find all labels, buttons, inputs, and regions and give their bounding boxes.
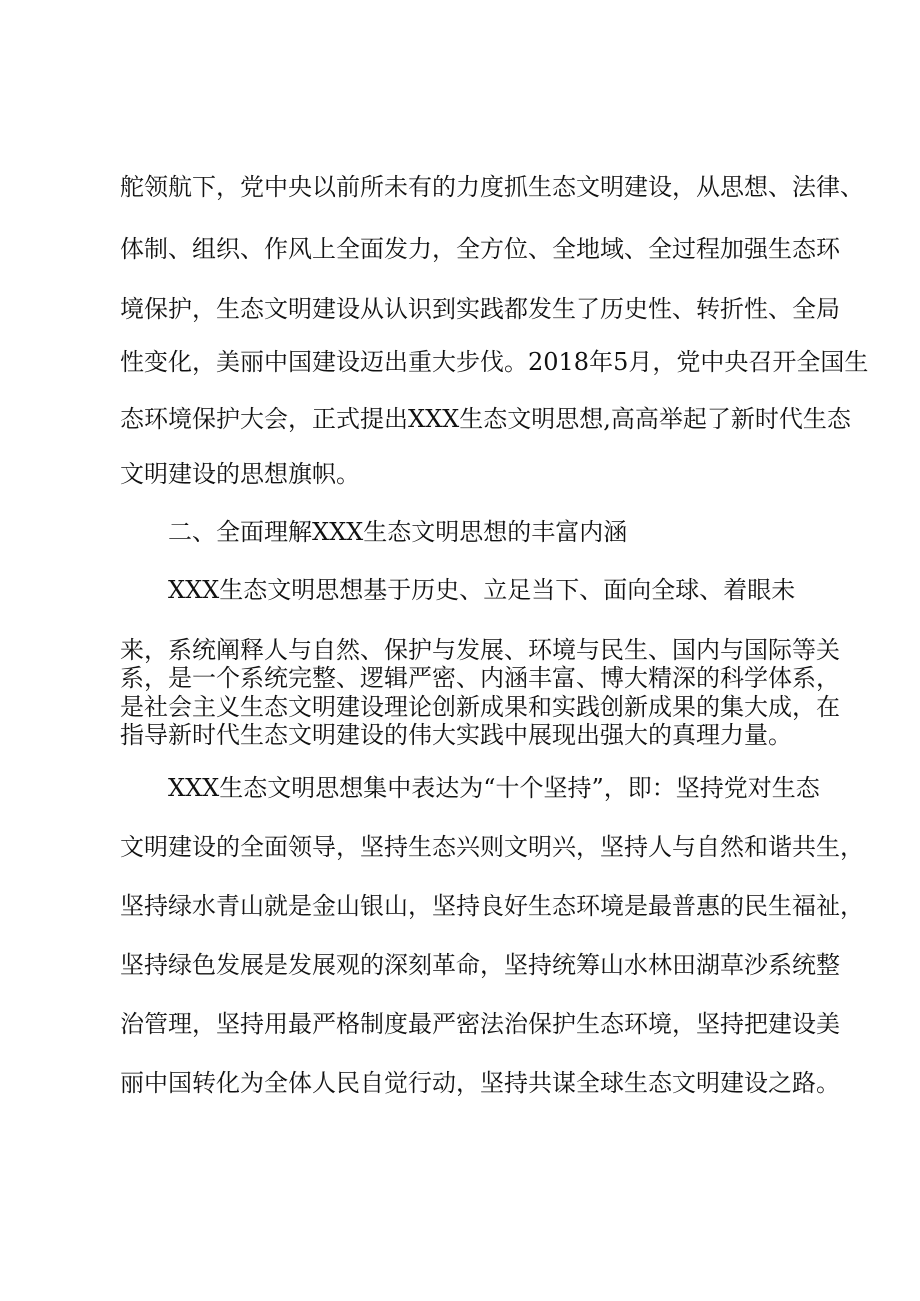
paragraph-2-line-2: 来，系统阐释人与自然、保护与发展、环境与民生、国内与国际等关 <box>120 636 840 664</box>
paragraph-3-line-3: 坚持绿水青山就是金山银山，坚持良好生态环境是最普惠的民生福祉， <box>120 892 864 920</box>
paragraph-2-line-3: 系，是一个系统完整、逻辑严密、内涵丰富、博大精深的科学体系， <box>120 664 840 692</box>
paragraph-2-line-4: 是社会主义生态文明建设理论创新成果和实践创新成果的集大成，在 <box>120 693 840 721</box>
paragraph-3-line-1: XXX生态文明思想集中表达为“十个坚持”，即：坚持党对生态 <box>168 774 820 802</box>
paragraph-2-line-5: 指导新时代生态文明建设的伟大实践中展现出强大的真理力量。 <box>120 721 792 749</box>
paragraph-3-line-4: 坚持绿色发展是发展观的深刻革命，坚持统筹山水林田湖草沙系统整 <box>120 951 840 979</box>
paragraph-3-line-5: 治管理，坚持用最严格制度最严密法治保护生态环境，坚持把建设美 <box>120 1010 840 1038</box>
paragraph-1-line-1: 舵领航下，党中央以前所未有的力度抓生态文明建设，从思想、法律、 <box>120 173 864 201</box>
paragraph-1-line-5: 态环境保护大会，正式提出XXX生态文明思想,高高举起了新时代生态 <box>120 405 851 433</box>
paragraph-1-line-4: 性变化，美丽中国建设迈出重大步伐。2018年5月，党中央召开全国生 <box>120 348 869 376</box>
paragraph-1-line-3: 境保护，生态文明建设从认识到实践都发生了历史性、转折性、全局 <box>120 295 840 323</box>
paragraph-1-line-6: 文明建设的思想旗帜。 <box>120 460 360 488</box>
paragraph-1-line-2: 体制、组织、作风上全面发力，全方位、全地域、全过程加强生态环 <box>120 235 840 263</box>
paragraph-3-line-2: 文明建设的全面领导，坚持生态兴则文明兴，坚持人与自然和谐共生， <box>120 833 864 861</box>
paragraph-2-line-1: XXX生态文明思想基于历史、立足当下、面向全球、着眼未 <box>168 576 796 604</box>
section-heading: 二、全面理解XXX生态文明思想的丰富内涵 <box>168 518 628 546</box>
paragraph-3-line-6: 丽中国转化为全体人民自觉行动，坚持共谋全球生态文明建设之路。 <box>120 1069 840 1097</box>
